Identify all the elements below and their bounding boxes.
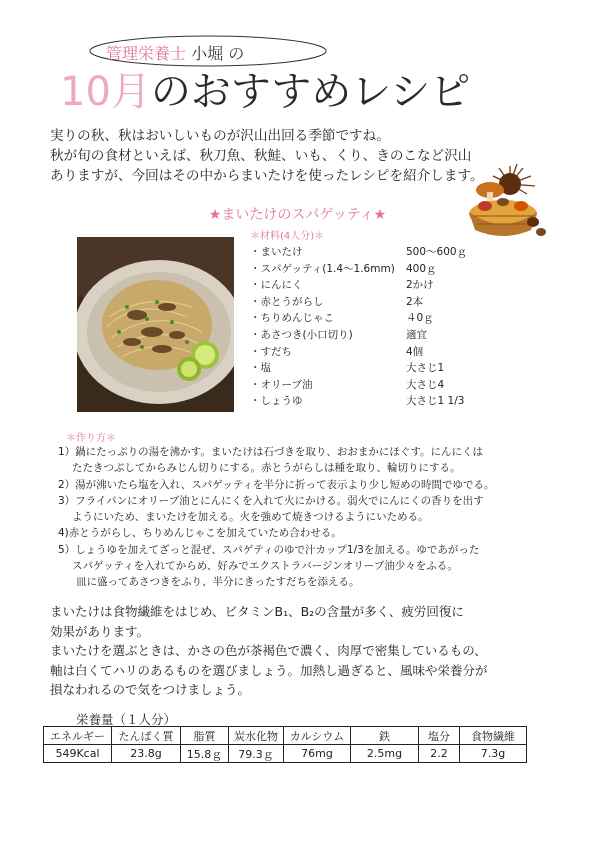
ingredient-name: ・まいたけ <box>250 246 303 258</box>
nutrition-value: 23.8g <box>112 745 181 763</box>
author-name: 小堀 の <box>186 44 245 63</box>
ingredient-qty: 大さじ1 <box>406 362 445 375</box>
intro-line: 実りの秋、秋はおいしいものが沢山出回る季節ですね。 <box>50 128 390 144</box>
nutrition-table <box>43 726 527 763</box>
ingredient-qty: 4個 <box>406 345 424 358</box>
title-rest: のおすすめレシピ <box>150 69 471 115</box>
ingredient-qty: 大さじ1 1/3 <box>406 395 465 408</box>
nutrition-header: 鉄 <box>351 727 419 745</box>
ingredient-name: ・オリーブ油 <box>250 378 313 391</box>
ingredient-name: ・塩 <box>250 362 271 375</box>
method-steps <box>58 444 495 591</box>
ingredient-name: ・しょうゆ <box>250 395 303 408</box>
nutrition-header: カルシウム <box>284 727 351 745</box>
ingredient-name: ・にんにく <box>250 279 303 292</box>
intro-text <box>50 126 484 186</box>
nutrition-header-row <box>44 727 527 745</box>
nutrition-value: 2.5mg <box>351 745 419 763</box>
nutrition-header: 脂質 <box>181 727 229 745</box>
ingredient-qty: 適宜 <box>406 328 427 341</box>
nutrition-value: 79.3ｇ <box>229 745 284 763</box>
nutrition-value: 549Kcal <box>44 745 112 763</box>
notes-line: 効果があります。 <box>50 623 150 639</box>
autumn-basket-illustration <box>455 162 550 242</box>
ingredient-name: ・ちりめんじゃこ <box>250 312 334 325</box>
notes-line: 損なわれるので気をつけましょう。 <box>50 682 251 697</box>
ingredient-qty: 2かけ <box>406 279 434 292</box>
page-title <box>60 68 470 116</box>
intro-line: ありますが、今回はその中からまいたけを使ったレシピを紹介します。 <box>50 168 484 184</box>
method-line: たたきつぶしてからみじん切りにする。赤とうがらしは種を取り、輪切りにする。 <box>72 462 461 475</box>
method-heading: ＊作り方＊ <box>66 433 116 444</box>
ingredient-name: ・あさつき(小口切り) <box>250 328 353 341</box>
ingredients-heading: ＊材料(4人分)＊ <box>250 231 325 242</box>
nutrition-header: たんぱく質 <box>112 727 181 745</box>
pasta-photo <box>77 237 234 412</box>
ingredient-qty: ４0ｇ <box>406 312 434 325</box>
nutrition-header: 炭水化物 <box>229 727 284 745</box>
title-month: 10月 <box>60 69 151 115</box>
method-line: 2）湯が沸いたら塩を入れ、スパゲッティを半分に折って表示より少し短めの時間でゆでる。 <box>58 478 495 491</box>
nutrition-value-row <box>44 745 527 763</box>
intro-line: 秋が旬の食材といえば、秋刀魚、秋鮭、いも、くり、きのこなど沢山 <box>50 148 472 164</box>
ingredient-qty: 大さじ4 <box>406 378 445 391</box>
nutrition-header: 塩分 <box>419 727 460 745</box>
method-line: 4)赤とうがらし、ちりめんじゃこを加えていため合わせる。 <box>58 527 342 540</box>
nutrition-label: 栄養量（１人分） <box>76 712 177 727</box>
notes-text <box>50 602 488 700</box>
method-line: 1）鍋にたっぷりの湯を沸かす。まいたけは石づきを取り、おおまかにほぐす。にんにくは <box>58 446 483 458</box>
nutrition-value: 15.8ｇ <box>181 745 229 763</box>
method-line: スパゲッティを入れてからめ、好みでエクストラバージンオリーブ油少々をふる。 <box>72 560 458 573</box>
method-line: 皿に盛ってあさつきをふり、半分にきったすだちを添える。 <box>76 576 360 589</box>
nutrition-header: エネルギー <box>44 727 112 745</box>
ingredient-qty: 500～600ｇ <box>406 246 468 258</box>
author-line <box>106 41 244 64</box>
notes-line: 軸は白くてハリのあるものを選びましょう。加熱し過ぎると、風味や栄養分が <box>50 662 488 678</box>
dish-title: ★まいたけのスパゲッティ★ <box>208 207 387 223</box>
ingredient-qty: 400ｇ <box>406 262 437 275</box>
ingredient-name: ・すだち <box>250 345 292 358</box>
ingredient-name: ・赤とうがらし <box>250 295 324 308</box>
nutrition-value: 2.2 <box>419 745 460 763</box>
ingredient-name: ・スパゲッティ(1.4～1.6mm) <box>250 262 395 275</box>
notes-line: まいたけを選ぶときは、かさの色が茶褐色で濃く、肉厚で密集しているもの、 <box>50 643 487 658</box>
author-badge <box>88 34 328 68</box>
method-line: 3）フライパンにオリーブ油とにんにくを入れて火にかける。弱火でにんにくの香りを出す <box>58 494 484 507</box>
method-line: ようにいため、まいたけを加える。火を強めて焼きつけるようにいためる。 <box>72 511 429 524</box>
nutrition-value: 7.3g <box>460 745 527 763</box>
ingredient-qty: 2本 <box>406 295 424 308</box>
nutrition-value: 76mg <box>284 745 351 763</box>
nutrition-header: 食物繊維 <box>460 727 527 745</box>
method-line: 5）しょうゆを加えてざっと混ぜ、スパゲティのゆで汁カップ1/3を加える。ゆであがった <box>58 543 480 556</box>
author-role: 管理栄養士 <box>106 44 187 63</box>
notes-line: まいたけは食物繊維をはじめ、ビタミンB₁、B₂の含量が多く、疲労回復に <box>50 604 464 619</box>
